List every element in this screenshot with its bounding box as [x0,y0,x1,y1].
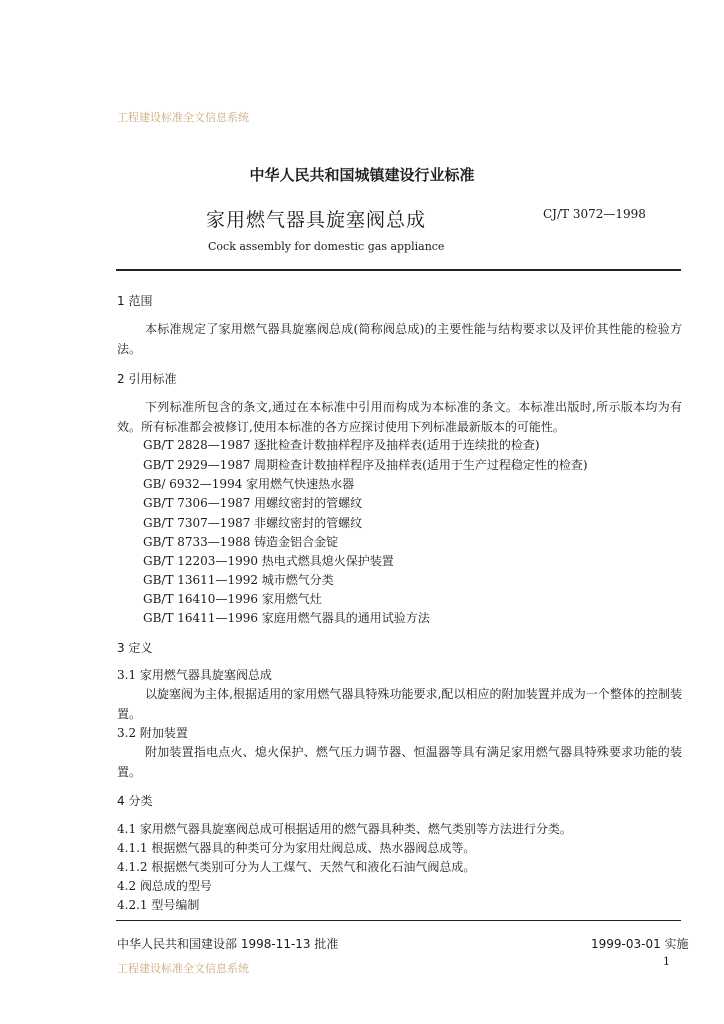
approval-line: 中华人民共和国建设部 1998-11-13 批准 [117,937,339,951]
section-2-text: 下列标准所包含的条文,通过在本标准中引用而构成为本标准的条文。本标准出版时,所示版本均为有效。所有标准都会被修订,使用本标准的各方应探讨使用下列标准最新版本的可能性。 [117,400,682,434]
clause-4-2-1: 4.2.1 型号编制 [117,898,200,912]
ref-item: GB/T 2929—1987 周期检查计数抽样程序及抽样表(适用于生产过程稳定性的检查) [143,458,588,472]
document-title: 家用燃气器具旋塞阀总成 [206,209,427,231]
clause-4-1-1: 4.1.1 根据燃气器具的种类可分为家用灶阀总成、热水器阀总成等。 [117,841,476,855]
clause-4-1: 4.1 家用燃气器具旋塞阀总成可根据适用的燃气器具种类、燃气类别等方法进行分类。 [117,822,572,836]
section-3-heading: 3 定义 [117,641,153,655]
ref-item: GB/T 2828—1987 逐批检查计数抽样程序及抽样表(适用于连续批的检查) [143,438,540,452]
watermark-top: 工程建设标准全文信息系统 [117,111,249,124]
section-2-heading: 2 引用标准 [117,372,177,386]
def-3-1-title: 3.1 家用燃气器具旋塞阀总成 [117,668,272,682]
implementation-date: 1999-03-01 实施 [591,937,689,951]
english-title: Cock assembly for domestic gas appliance [208,240,445,253]
footer-rule [116,920,681,921]
ref-item: GB/T 7306—1987 用螺纹密封的管螺纹 [143,496,363,510]
ref-item: GB/T 16411—1996 家庭用燃气器具的通用试验方法 [143,611,430,625]
ref-item: GB/ 6932—1994 家用燃气快速热水器 [143,477,355,491]
section-1-heading: 1 范围 [117,294,153,308]
ref-item: GB/T 16410—1996 家用燃气灶 [143,592,322,606]
issuing-org: 中华人民共和国城镇建设行业标准 [249,166,475,184]
watermark-bottom: 工程建设标准全文信息系统 [117,962,249,975]
page-number: 1 [663,955,670,968]
section-1-text: 本标准规定了家用燃气器具旋塞阀总成(简称阀总成)的主要性能与结构要求以及评价其性能的检验方法。 [117,322,682,356]
ref-item: GB/T 13611—1992 城市燃气分类 [143,573,334,587]
def-3-1-text: 以旋塞阀为主体,根据适用的家用燃气器具特殊功能要求,配以相应的附加装置并成为一个整体的控制装置。 [117,687,682,721]
clause-4-1-2: 4.1.2 根据燃气类别可分为人工煤气、天然气和液化石油气阀总成。 [117,860,476,874]
ref-item: GB/T 7307—1987 非螺纹密封的管螺纹 [143,516,363,530]
standard-code: CJ/T 3072—1998 [543,207,646,221]
def-3-2-title: 3.2 附加装置 [117,726,188,740]
ref-item: GB/T 8733—1988 铸造金铝合金锭 [143,535,339,549]
def-3-2-text: 附加装置指电点火、熄火保护、燃气压力调节器、恒温器等具有满足家用燃气器具特殊要求功能的装置。 [117,745,682,779]
header-rule [116,269,681,271]
clause-4-2: 4.2 阀总成的型号 [117,879,212,893]
ref-item: GB/T 12203—1990 热电式燃具熄火保护装置 [143,554,394,568]
section-4-heading: 4 分类 [117,794,153,808]
